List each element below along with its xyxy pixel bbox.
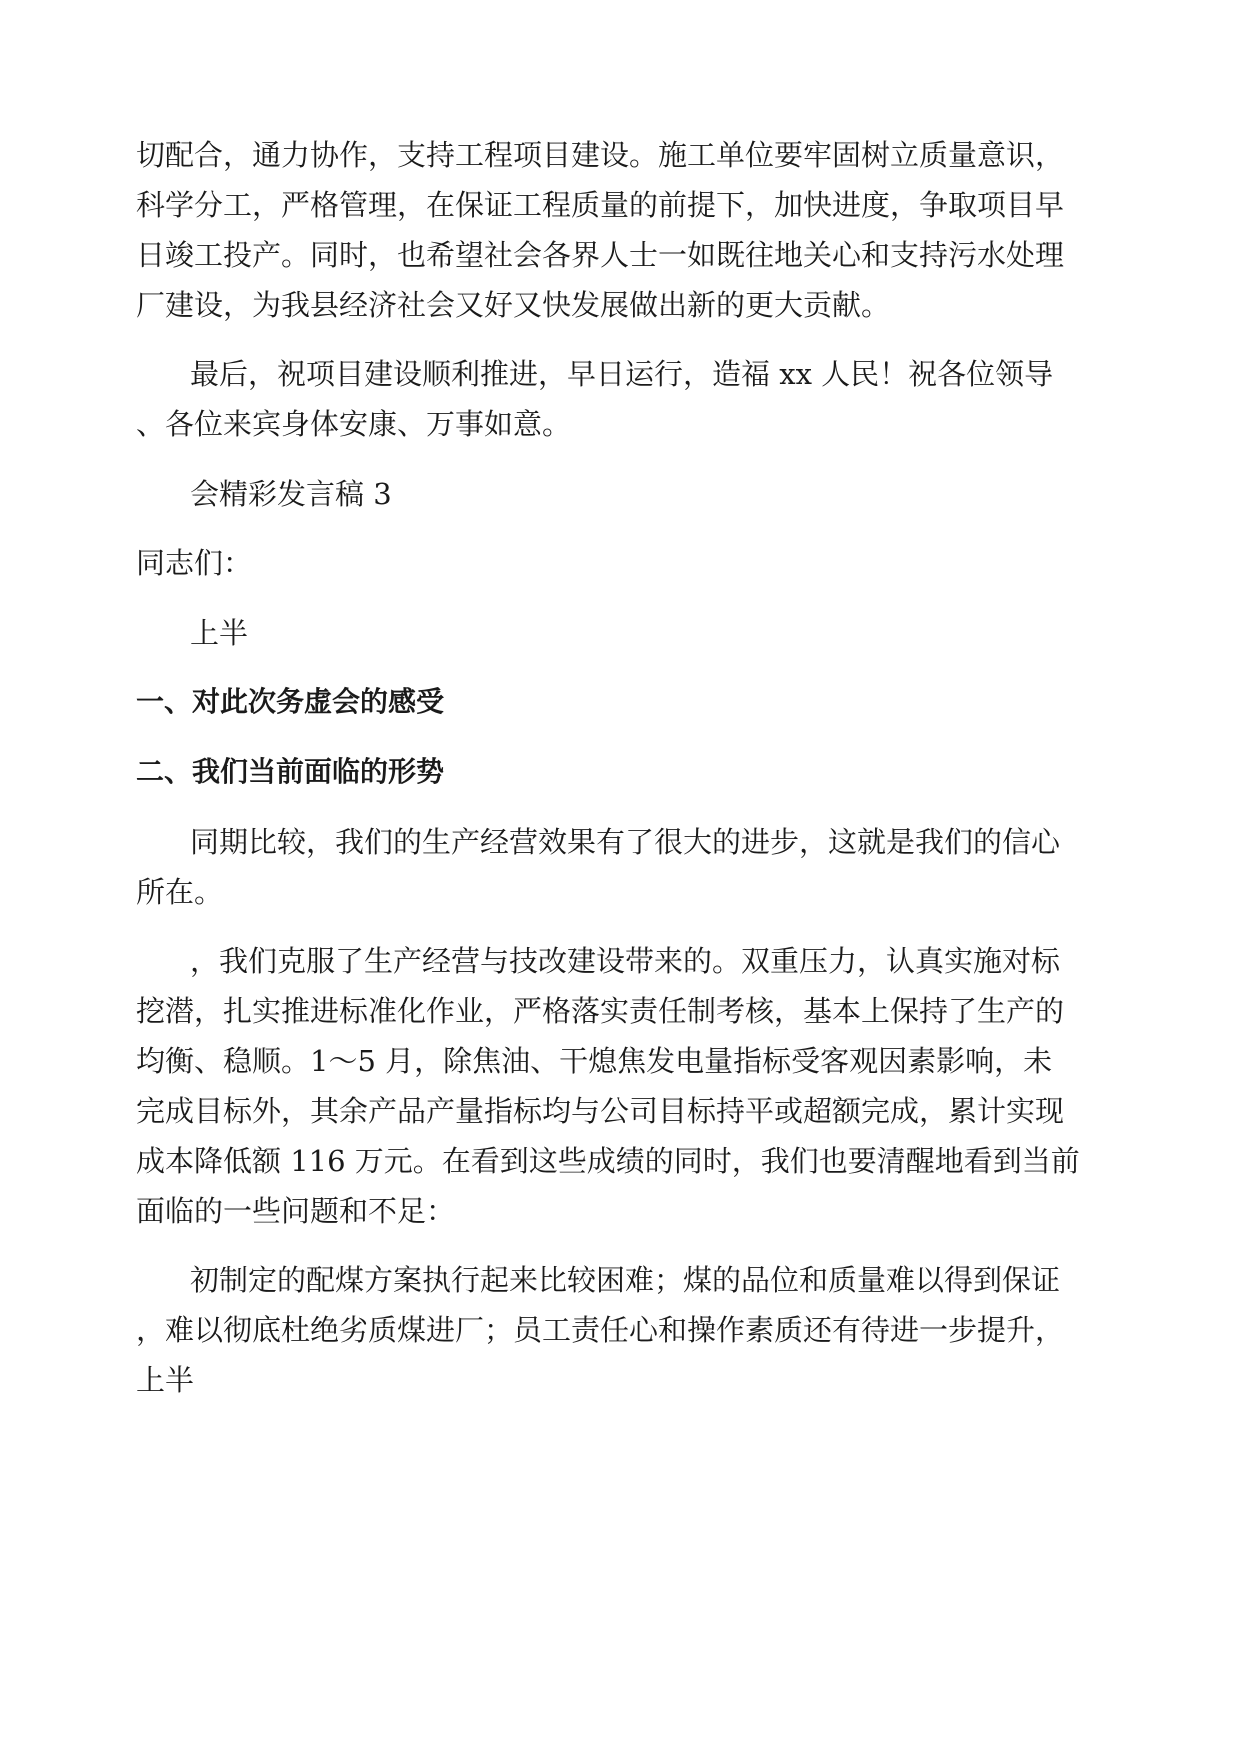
paragraph-4-line-1: ，我们克服了生产经营与技改建设带来的。双重压力，认真实施对标 bbox=[190, 944, 1061, 978]
paragraph-4-line-2: 挖潜，扎实推进标准化作业，严格落实责任制考核，基本上保持了生产的 bbox=[136, 994, 1065, 1028]
paragraph-4-line-4: 完成目标外，其余产品产量指标均与公司目标持平或超额完成，累计实现 bbox=[136, 1094, 1065, 1128]
paragraph-4-line-3: 均衡、稳顺。1～5 月，除焦油、干熄焦发电量指标受客观因素影响，未 bbox=[136, 1044, 1053, 1078]
paragraph-5-line-3: 上半 bbox=[136, 1363, 195, 1397]
paragraph-1-line-4: 厂建设，为我县经济社会又好又快发展做出新的更大贡献。 bbox=[136, 288, 891, 322]
paragraph-3-line-2: 所在。 bbox=[136, 875, 224, 909]
section-title: 会精彩发言稿 3 bbox=[190, 477, 392, 511]
paragraph-4-line-6: 面临的一些问题和不足： bbox=[136, 1194, 456, 1228]
paragraph-4-line-5: 成本降低额 116 万元。在看到这些成绩的同时，我们也要清醒地看到当前 bbox=[136, 1144, 1080, 1178]
intro-text: 上半 bbox=[190, 616, 249, 650]
paragraph-3-line-1: 同期比较，我们的生产经营效果有了很大的进步，这就是我们的信心 bbox=[190, 825, 1061, 859]
paragraph-5-line-1: 初制定的配煤方案执行起来比较困难；煤的品位和质量难以得到保证 bbox=[190, 1263, 1061, 1297]
paragraph-5-line-2: ，难以彻底杜绝劣质煤进厂；员工责任心和操作素质还有待进一步提升， bbox=[136, 1313, 1065, 1347]
paragraph-2-line-1: 最后，祝项目建设顺利推进，早日运行，造福 xx 人民！祝各位领导 bbox=[190, 357, 1054, 391]
heading-1: 一、对此次务虚会的感受 bbox=[136, 685, 445, 718]
paragraph-1-line-2: 科学分工，严格管理，在保证工程质量的前提下，加快进度，争取项目早 bbox=[136, 188, 1065, 222]
paragraph-2-line-2: 、各位来宾身体安康、万事如意。 bbox=[136, 407, 572, 441]
heading-2: 二、我们当前面临的形势 bbox=[136, 755, 445, 788]
paragraph-1-line-1: 切配合，通力协作，支持工程项目建设。施工单位要牢固树立质量意识， bbox=[136, 138, 1065, 172]
salutation: 同志们： bbox=[136, 546, 253, 580]
paragraph-1-line-3: 日竣工投产。同时，也希望社会各界人士一如既往地关心和支持污水处理 bbox=[136, 238, 1065, 272]
